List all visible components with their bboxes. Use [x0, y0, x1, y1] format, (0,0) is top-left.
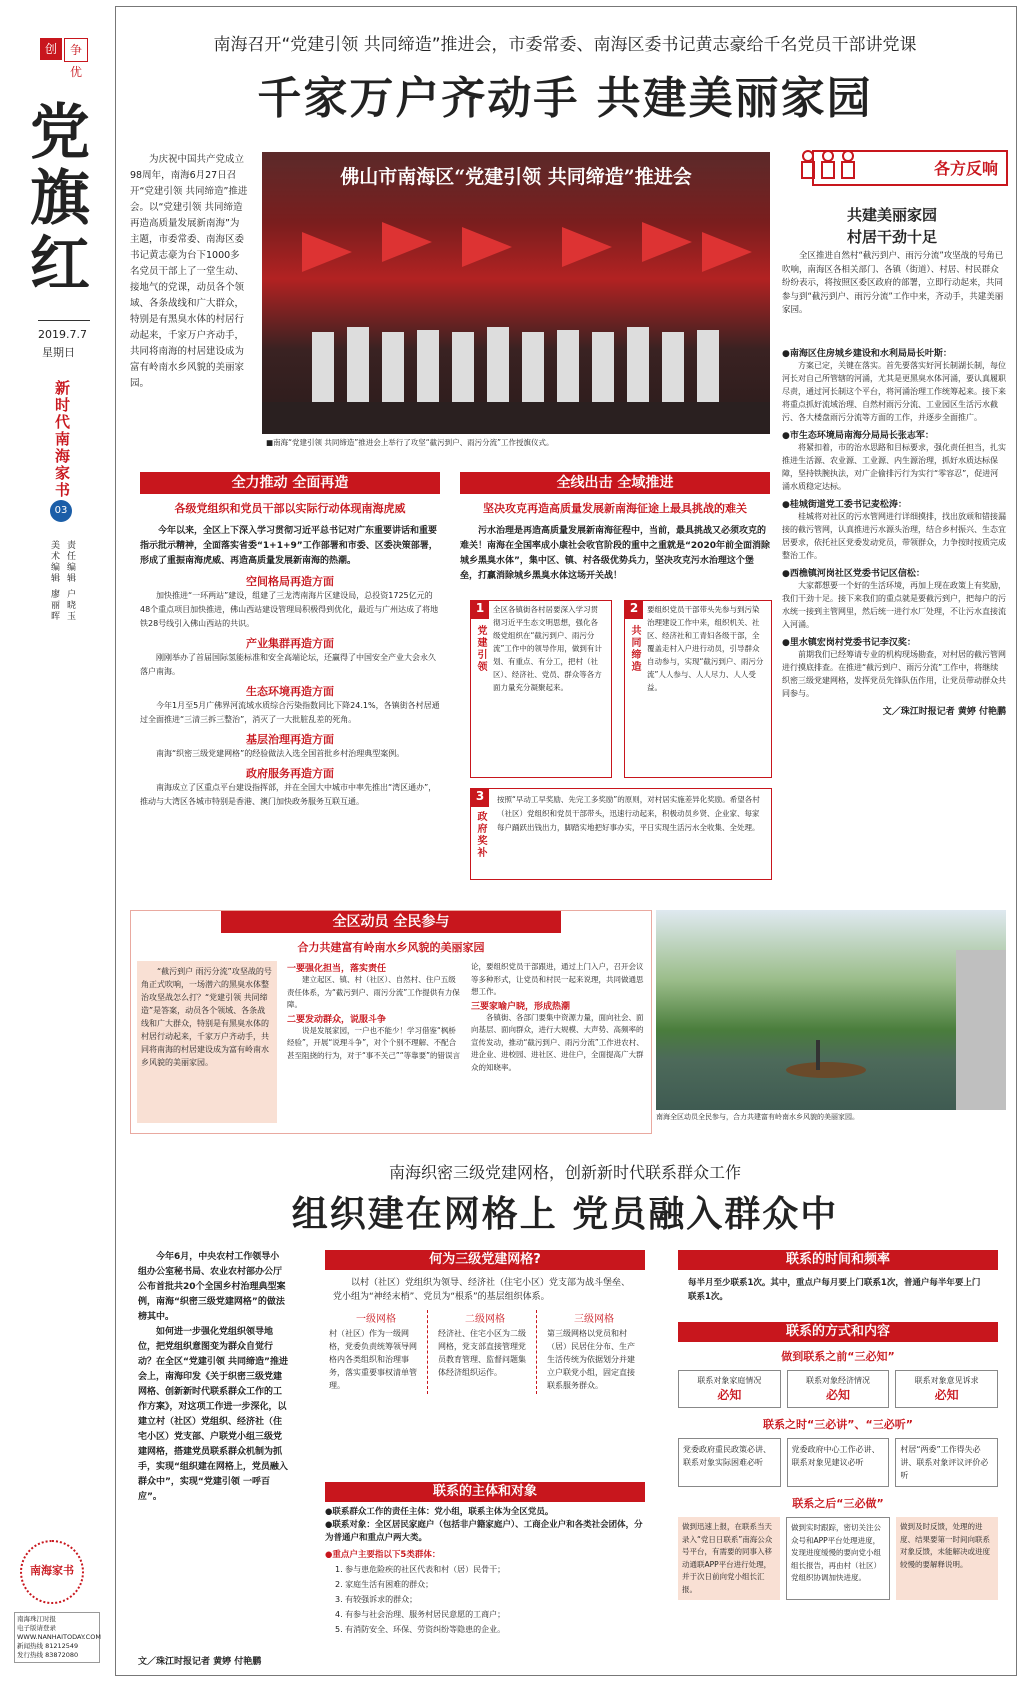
- way-after-card: 做到及时反馈，处理的进度、结果要第一时间向联系对象反馈，未能解决或进度较慢的要解释说明。: [896, 1517, 998, 1600]
- mobilize-item-text: 各镇街、各部门要集中资源力量，面向社会、面向基层、面向群众，进行大规模、大声势、高频率的宣传发动，推动“截污到户、雨污分流”工作进农村、进企业、进校园、进社区、进住户，全面提高广大群众的知晓率。: [471, 1012, 644, 1072]
- way-before-tag: 必知: [826, 1388, 851, 1402]
- issue-date: 2019.7.7: [38, 328, 87, 341]
- mobilize: [130, 910, 652, 1134]
- way-after-head: 联系之后“三必做”: [792, 1497, 884, 1510]
- freq-bar: 联系的时间和频率: [678, 1250, 998, 1270]
- col-left-section: [140, 635, 440, 679]
- col-left-bar: 全力推动 全面再造: [140, 472, 440, 494]
- people-icon: [794, 146, 874, 186]
- box-text: 按照“早动工早奖励、先完工多奖励”的原则，对村居实施差异化奖励。希望各村（社区）党组织和党员干部带头，迅速行动起来，积极动员乡贤、企业家、每家每户踊跃出钱出力，脚踏实地把好事办实，平日实现生活污水全收集、全处理。: [497, 795, 760, 832]
- mobilize-photo-caption: 南海全区动员全民参与，合力共建富有岭南水乡风貌的美丽家园。: [656, 1113, 859, 1121]
- subject-list: [335, 1562, 645, 1637]
- box-tag: 共同缔造: [629, 625, 640, 673]
- grid-levels: [325, 1310, 645, 1394]
- sidebar-intro: [782, 250, 1006, 318]
- subject-line: ●联系群众工作的责任主体：党小组，联系主体为全区党员。: [325, 1507, 554, 1517]
- sidebar-tag-box: [812, 150, 1008, 186]
- footer-note-line: 南海珠江时报: [17, 1615, 56, 1623]
- col-left-section-text: 南海成立了区重点平台建设指挥部，并在全国大中城市中率先推出“湾区通办”，推动与大湾区各城市特别是香港、澳门加快政务服务互联互通。: [140, 783, 437, 806]
- box-number: 2: [625, 601, 643, 619]
- page-number: [50, 500, 72, 522]
- col-left-section-text: 加快推进“一环两站”建设，组建了三龙湾南海片区建设局，总投资1725亿元的48个重点项目加快推进，佛山西站建设管理局积极得到优化，最近与广州达成了将地铁28号线引入佛山西站的共识。: [140, 591, 439, 628]
- issue-weekday: 星期日: [42, 346, 75, 359]
- grid-intro: 以村（社区）党组织为领导、经济社（住宅小区）党支部为战斗堡垒、党小组为“神经末梢”、党员为“根系”的基层组织体系。: [333, 1278, 631, 1302]
- subject-list-item: 1. 参与患危险疾的社区代表和村（居）民骨干；: [335, 1565, 506, 1574]
- sidebar-item-who: ●桂城街道党工委书记麦松涛：: [782, 500, 907, 510]
- col-left-sub: 各级党组织和党员干部以实际行动体现南海虎威: [174, 502, 406, 515]
- grid-level-name: 三级网格: [574, 1314, 614, 1325]
- col-left-section: [140, 765, 440, 809]
- grid-level-text: 经济社、住宅小区为二级网格，党支部直接管理党员教育管理、监督问题集体经济组织运作。: [438, 1329, 526, 1377]
- photo-banner: 佛山市南海区“党建引领 共同缔造”推进会: [340, 166, 692, 188]
- footer-logo-text: 南海家书: [30, 1564, 74, 1577]
- way-after: [678, 1517, 998, 1600]
- grid-bar: 何为三级党建网格?: [325, 1250, 645, 1270]
- col-left-section-head: 空间格局再造方面: [246, 575, 334, 588]
- grid-level-text: 第三级网格以党员和村（居）民居住分布、生产生活传统为依据划分并建立户联党小组，固定直接联系服务群众。: [547, 1329, 635, 1390]
- credit-editor: 责任编辑 户晓玉: [65, 540, 75, 622]
- article2-paragraph: 今年6月，中央农村工作领导小组办公室秘书局、农业农村部办公厅公布首批共20个全国乡村治理典型案例，南海“织密三级党建网格”的做法榜其中。: [138, 1252, 286, 1322]
- credit-art: 美术编辑 廖丽晖: [49, 540, 59, 622]
- freq-text: 每半月至少联系1次。其中，重点户每月要上门联系1次，普通户每半年要上门联系1次。: [688, 1278, 981, 1302]
- mobilize-item-head: 一要强化担当，落实责任: [287, 964, 387, 974]
- box-text: 全区各镇街各村居要深入学习贯彻习近平生态文明思想，强化各级党组织在“截污到户、雨污分流”工作中的领导作用，做到有计划、有重点、有分工，把村（社区）、经济社、党员、群众等各方面力量充分凝聚起来。: [493, 605, 602, 692]
- sidebar-item: [782, 566, 1006, 631]
- ceremony-figures: [262, 222, 770, 434]
- sidebar-item-text: 大家都想要一个好的生活环境，再加上现在政策上有奖励，我们干劲十足。接下来我们的重点就是要截污到户，把每户的污水统一接到主管网里，然后统一进行水厂处理，不让污水直接流入河涌。: [782, 581, 1006, 629]
- col-mid-box-2: [624, 600, 772, 778]
- subject-list-item: 2. 家庭生活有困难的群众；: [335, 1580, 434, 1589]
- way-before-card: [895, 1370, 998, 1408]
- footer-note-line: 发行热线 83872080: [17, 1651, 79, 1659]
- way-box: [678, 1322, 998, 1668]
- col-left-section-head: 基层治理再造方面: [246, 733, 334, 746]
- sidebar-item-who: ●里水镇宏岗村党委书记李汉奖：: [782, 638, 916, 648]
- article1-kicker: 南海召开“党建引领 共同缔造”推进会，市委常委、南海区委书记黄志豪给千名党员干部讲党课: [213, 35, 917, 55]
- col-left: [140, 472, 440, 809]
- grid-box: [325, 1250, 645, 1460]
- way-before-tag: 必知: [717, 1388, 742, 1402]
- grid-level: [434, 1310, 537, 1394]
- box-tag: 党建引领: [475, 625, 486, 673]
- page-number-text: 03: [54, 505, 68, 516]
- footer-logo: [20, 1540, 84, 1604]
- article1-lead: [130, 152, 248, 392]
- mobilize-item-text: 说是发展家园，一户也不能少！学习借鉴“枫桥经验”，开展“说理斗争”，对个个别不理解、不配合甚至阻挠的行为，对于“事不关己”“等靠要”的错误言论，要组织党员干部跟进，通过上门入户，召开会议等多种形式，让党员和村民一起来说理，共同做通思想工作。: [287, 962, 644, 1060]
- mobilize-items: [287, 961, 645, 1074]
- badge: [40, 38, 88, 86]
- way-before: [678, 1370, 998, 1408]
- article2-paragraph: 如何进一步强化党组织领导地位，把党组织意图变为群众自觉行动？在全区“党建引领 共同缔造”推进会上，南海印发《关于织密三级党建网格、创新新时代联系群众工作的工作方案》，对这项工作进一步深化，以建立村（社区）党组织、经济社（住宅小区）党支部、户联党小组三级党建网格，搭建党员联系群众机制为抓手，实现“组织建在网格上，党员融入群众中”，实现“党建引领 一呼百应”。: [138, 1327, 288, 1502]
- mobilize-bar: 全区动员 全民参与: [221, 911, 561, 933]
- subject-bar: 联系的主体和对象: [325, 1482, 645, 1502]
- article1-headline: 千家万户齐动手 共建美丽家园: [257, 73, 873, 124]
- col-left-section-text: 刚刚举办了首届国际氢能标准和安全高端论坛，还赢得了中国安全产业大会永久落户南海。: [140, 653, 436, 676]
- col-mid-sub: 坚决攻克再造高质量发展新南海征途上最具挑战的难关: [483, 502, 747, 515]
- grid-level: [543, 1310, 645, 1394]
- box-text: 要组织党员干部带头先参与到污染治理建设工作中来，组织机关、社区、经济社和工青妇各级干部，全覆盖走村入户进行动员，引导群众自动参与，实现“截污到户、雨污分流”人人参与、人人尽力、人人受益。: [647, 605, 764, 692]
- grid-level-name: 二级网格: [465, 1314, 505, 1325]
- footer-note-line: 新闻热线 81212549: [17, 1642, 79, 1650]
- sidebar-item: [782, 428, 1006, 493]
- series-title: 新时代南海家书: [53, 380, 71, 499]
- mobilize-photo: [656, 910, 1006, 1110]
- box-number: 3: [471, 789, 489, 807]
- article2-kicker: 南海织密三级党建网格，创新新时代联系群众工作: [388, 1163, 741, 1182]
- subject-list-item: 3. 有较强诉求的群众；: [335, 1595, 418, 1604]
- masthead-title: 党旗红: [30, 98, 90, 300]
- sidebar-item-who: ●南海区住房城乡建设和水利局局长叶斯：: [782, 349, 952, 359]
- col-mid-box-3: [470, 788, 772, 880]
- col-left-intro: 今年以来，全区上下深入学习贯彻习近平总书记对广东重要讲话和重要指示批示精神，全面落实省委“1+1+9”工作部署和市委、区委决策部署，形成了重振南海虎威、再造高质量发展新南海的热潮。: [140, 526, 438, 566]
- way-during-head: 联系之时“三必讲”、“三必听”: [763, 1418, 913, 1431]
- article1-photo: [262, 152, 770, 434]
- footer-note-line: 电子版请登录 WWW.NANHAITODAY.COM: [17, 1624, 101, 1641]
- article2-byline: 文／珠江时报记者 黄婷 付艳鹏: [138, 1657, 262, 1667]
- sidebar-byline: 文／珠江时报记者 黄婷 付艳鹏: [882, 707, 1006, 717]
- col-mid-bar: 全线出击 全域推进: [460, 472, 770, 494]
- way-after-card: 做到迅速上报，在联系当天录入“党日日联系”南海公众号平台，有需要的同事入移动通联APP平台进行处理，并于次日前向党小组长汇报。: [678, 1517, 780, 1600]
- col-left-section-head: 政府服务再造方面: [246, 767, 334, 780]
- col-left-section: [140, 731, 440, 761]
- way-bar: 联系的方式和内容: [678, 1322, 998, 1342]
- grid-level: [325, 1310, 428, 1394]
- footer-note: [14, 1612, 100, 1663]
- col-left-section-text: 南海“织密三级党建网格”的经验做法入选全国首批乡村治理典型案例。: [156, 749, 405, 758]
- col-left-section: [140, 683, 440, 727]
- mobilize-sub: 合力共建富有岭南水乡风貌的美丽家园: [297, 941, 485, 954]
- mobilize-item-head: 二要发动群众，说服斗争: [287, 1014, 387, 1025]
- masthead: [0, 0, 108, 1681]
- subject-list-item: 5. 有消防安全、环保、劳资纠纷等隐患的企业。: [335, 1625, 506, 1634]
- way-during: [678, 1438, 998, 1487]
- col-left-section: [140, 573, 440, 631]
- sidebar-intro-text: 全区推进自然村“截污到户、雨污分流”攻坚战的号角已吹响，南海区各相关部门、各镇（街道）、村居、村民群众纷纷表示，将按照区委区政府的部署，立即行动起来，共同参与到“截污到户、雨污分流”工作中来，齐动手，共建美丽家园。: [782, 251, 1004, 315]
- way-before-text: 联系对象家庭情况: [697, 1376, 762, 1385]
- sidebar-item: [782, 346, 1006, 424]
- subject-box: [325, 1482, 645, 1668]
- sidebar-item-who: ●西樵镇河岗社区党委书记区信松：: [782, 569, 925, 579]
- way-before-card: [787, 1370, 890, 1408]
- sidebar-item-who: ●市生态环境局南海分局局长张志军：: [782, 431, 934, 441]
- sidebar-item-text: 前期我们已经筹请专业的机构现场勘查，对村居的截污管网进行摸底排查。在推进“截污到户、雨污分流”工作中，将继续织密三级党建网格，发挥党员先锋队伍作用，让党员带动群众共同参与。: [782, 650, 1006, 698]
- mobilize-pink: [137, 961, 277, 1123]
- way-before-text: 联系对象经济情况: [806, 1376, 870, 1385]
- way-during-card: 党委政府重民政策必讲、联系对象实际困难必听: [678, 1438, 781, 1487]
- sidebar-item: [782, 497, 1006, 562]
- mobilize-item-head: 三要家喻户晓，形成热潮: [471, 1001, 571, 1012]
- way-during-card: 村居“两委”工作得失必讲、联系对象评议评价必听: [895, 1438, 998, 1487]
- badge-char-1: 创先: [40, 38, 62, 60]
- way-before-head: 做到联系之前“三必知”: [781, 1350, 895, 1363]
- sidebar-items: [782, 346, 1006, 717]
- col-left-section-head: 产业集群再造方面: [246, 637, 334, 650]
- mobilize-pink-text: “截污到户 雨污分流”攻坚战的号角正式吹响，一场潜六的黑臭水体整治攻坚战怎么打？“党建引领 共同缔造”是答案，动员各个领域、各条战线和广大群众，特别是有黑臭水体的村居行动起来，千家万户齐动手，共同将南海的村居建设成为富有岭南水乡风貌的美丽家园。: [141, 967, 272, 1067]
- subject-line: ●重点户主要指以下5类群体：: [325, 1550, 441, 1560]
- article2-headline: 组织建在网格上 党员融入群众中: [291, 1193, 839, 1235]
- lead-paragraph: 为庆祝中国共产党成立98周年，南海6月27日召开“党建引领 共同缔造”推进会。以“党建引领 共同缔造再造高质量发展新南海”为主题，市委常委、南海区委书记黄志豪为台下1000多名党员干部上了一堂生动、接地气的党课，动员各个领域、各条战线和广大群众，特别是有黑臭水体的村居行动起来，千家万户齐动手，共同将南海的村居建设成为富有岭南水乡风貌的美丽家园。: [130, 154, 248, 389]
- subject-line: ●联系对象：全区居民家庭户（包括非户籍家庭户）、工商企业户和各类社会团体，分为普通户和重点户两大类。: [325, 1520, 643, 1543]
- way-before-text: 联系对象意见诉求: [914, 1376, 979, 1385]
- grid-level-name: 一级网格: [356, 1314, 396, 1325]
- way-before-tag: 必知: [934, 1388, 959, 1402]
- sidebar: [782, 146, 1008, 896]
- sidebar-item-text: 方案已定，关键在落实。首先要落实好河长制湖长制，每位河长对自己所管辖的河涌，尤其是更黑臭水体河涌，要认真履职尽责，通过河长制这个平台，将河涌治理工作统筹起来。接下来将重点抓好流域治理、自然村雨污分流、工业园区生活污水截污、各大楼盘雨污分流等方面的工作，并逐步全面推广。: [782, 361, 1006, 422]
- col-left-section-text: 今年1月至5月广佛界河流域水质综合污染指数同比下降24.1%，各镇街各村居通过全面推进“三清三拆三整治”，消灭了一大批脏乱差的死角。: [140, 701, 440, 724]
- way-after-card: 做到实时跟踪，密切关注公众号和APP平台处理进度，发现进度缓慢的要向党小组组长报告，再由村（社区）党组织协调加快进度。: [786, 1517, 890, 1600]
- box-number: 1: [471, 601, 489, 619]
- freq-box: [678, 1250, 998, 1310]
- subject-list-item: 4. 有参与社会治理、服务村居民意愿的工商户；: [335, 1610, 506, 1619]
- box-tag: 政府奖补: [475, 811, 486, 859]
- col-mid: [460, 472, 770, 584]
- river-scene: [656, 910, 1006, 1110]
- way-during-card: 党委政府中心工作必讲、联系对象见建议必听: [787, 1438, 890, 1487]
- col-mid-intro: 污水治理是再造高质量发展新南海征程中，当前，最具挑战又必须攻克的难关！南海在全国率成小康社会收官阶段的重中之重就是“2020年前全面消除城乡黑臭水体”，集中区、镇、村各级优势兵力，坚决攻克污水治理这个堡垒，打赢消除城乡黑臭水体这场开关战！: [460, 526, 770, 581]
- article2-left: [138, 1250, 288, 1505]
- col-mid-box-1: [470, 600, 612, 778]
- grid-level-text: 村（社区）作为一级网格，党委负责统筹领导网格内各类组织和治理事务，落实重要事权清单管理。: [329, 1329, 417, 1390]
- sidebar-item: [782, 635, 1006, 700]
- col-left-section-head: 生态环境再造方面: [246, 685, 334, 698]
- way-before-card: [678, 1370, 781, 1408]
- mobilize-item-text: 建立起区、镇、村（社区）、自然村、住户五级责任体系，为“截污到户、雨污分流”工作提供有力保障。: [287, 975, 460, 1009]
- badge-char-2: 争优: [64, 38, 88, 62]
- sidebar-item-text: 桂城将对社区的污水管网进行详细摸排，找出放顽和错接漏接的截污管网，认真推进污水源头治理，结合乡村振兴、生态宜居要求，依托社区党委发动党员，带领群众，力争按时按质完成整治工作。: [782, 512, 1006, 560]
- sidebar-item-text: 将紧扣着，市的治水思路和目标要求，强化责任担当，扎实推进生活源、农业源、工业源、内生源治理，抓好水质达标保障，坚持铁腕执法，对广企偷排污行为实行“零容忍”，促进河涌水质稳定达标。: [782, 443, 1006, 491]
- sidebar-title: 共建美丽家园 村居干劲十足: [846, 206, 937, 246]
- article1-photo-caption: ■南海“党建引领 共同缔造”推进会上举行了攻坚“截污到户、雨污分流”工作授旗仪式。: [266, 438, 554, 447]
- sidebar-tag: 各方反响: [933, 159, 998, 178]
